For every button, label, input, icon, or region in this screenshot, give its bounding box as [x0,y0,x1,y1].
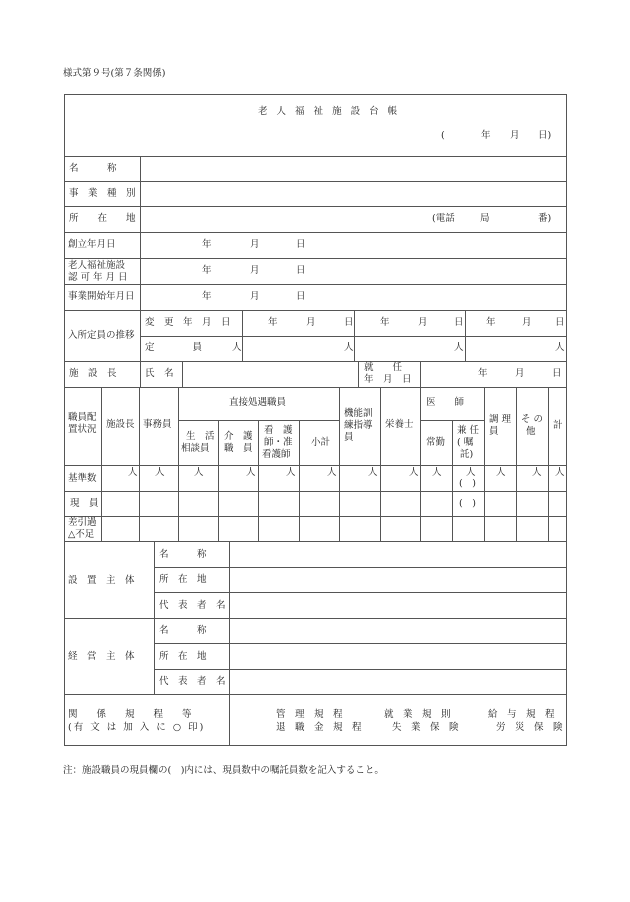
start-month: 月 [250,291,260,302]
rule-management: 管 理 規 程 [276,709,343,720]
date-open: ( [441,130,445,141]
col-doctor: 医 師 [426,397,465,408]
std-person: 人 [327,467,337,478]
row-current: 現 員 [70,498,99,509]
cap3-month: 月 [522,317,532,328]
approval-label-2: 認可年月日 [68,272,131,283]
form-title: 老 人 福 祉 施 設 台 帳 [258,106,401,117]
rule-retirement: 退 職 金 規 程 [276,722,362,733]
date-year: 年 [481,130,491,141]
rule-unemployment: 失 業 保 険 [392,722,459,733]
cap2-day: 日 [454,317,464,328]
row-diff-2: △不足 [68,529,95,540]
start-year: 年 [202,291,212,302]
approval-month: 月 [250,265,260,276]
col-care-2: 職 員 [224,443,253,454]
rule-accident: 労 災 保 険 [496,722,563,733]
operator-label: 経 営 主 体 [68,651,135,662]
phone-number: 番) [538,213,552,224]
col-part-2: ( 嘱 [457,437,474,448]
operator-name-label: 名 称 [159,625,207,636]
name-label: 名 称 [69,163,117,174]
col-care-1: 介 護 [224,431,253,442]
col-nutrition: 栄養士 [385,419,414,430]
std-person: 人 [286,467,296,478]
std-person: 人 [246,467,256,478]
col-nurse-2: 師・准 [264,437,293,448]
founded-day: 日 [296,239,306,250]
col-director: 施設長 [106,419,135,430]
col-other-2: 他 [526,426,536,437]
col-cook-1: 調 理 [489,414,512,425]
founder-location-label: 所 在 地 [159,574,207,585]
capacity-change-label: 変 更 年 月 日 [145,317,231,328]
cap2-year: 年 [380,317,390,328]
col-func-2: 練指導 [344,420,373,431]
std-person: 人 [496,467,506,478]
rules-label-2: (有 文 は 加 入 に ○ 印) [68,722,206,733]
col-cook-2: 員 [489,426,499,437]
footnote: 注：施設職員の現員欄の( )内には、現員数中の嘱託員数を記入すること。 [63,765,384,776]
row-diff-1: 差引過 [68,517,97,528]
cap1-day: 日 [344,317,354,328]
rule-salary: 給 与 規 程 [488,709,555,720]
approval-year: 年 [202,265,212,276]
row-standard: 基準数 [68,473,97,484]
business-start-label: 事業開始年月日 [68,291,135,302]
col-part-3: 託) [460,449,474,460]
director-name-label: 氏 名 [145,368,174,379]
founded-year: 年 [202,239,212,250]
col-direct: 直接処遇職員 [229,397,287,408]
col-other-1: そ の [521,414,544,425]
appoint-month: 月 [515,368,525,379]
std-person: 人 [128,467,138,478]
cap1-month: 月 [306,317,316,328]
start-day: 日 [296,291,306,302]
cap0-person: 人 [232,342,242,353]
rules-label-1: 関 係 規 程 等 [68,709,192,720]
col-life-1: 生 活 [186,431,215,442]
appoint-day: 日 [552,368,562,379]
std-person: 人 [409,467,419,478]
col-part-1: 兼 任 [457,425,480,436]
col-subtotal: 小計 [311,437,331,448]
std-paren: ( ) [459,478,476,489]
founded-month: 月 [250,239,260,250]
std-person: 人 [555,467,565,478]
location-label: 所 在 地 [69,213,136,224]
capacity-label: 入所定員の推移 [68,330,135,341]
appoint-year: 年 [478,368,488,379]
founder-rep-label: 代 表 者 名 [159,600,226,611]
staff-head-1: 職員配 [68,412,97,423]
director-label: 施 設 長 [69,368,117,379]
col-func-3: 員 [344,432,354,443]
cur-paren: ( ) [459,498,476,509]
col-nurse-3: 看護師 [262,449,291,460]
approval-label-1: 老人福祉施設 [68,260,126,271]
col-life-2: 相談員 [181,443,210,454]
rule-work: 就 業 規 則 [384,709,451,720]
date-month: 月 [510,130,520,141]
cap2-person: 人 [454,342,464,353]
col-fulltime: 常勤 [426,437,446,448]
std-person: 人 [432,467,442,478]
std-person: 人 [466,467,476,478]
founder-name-label: 名 称 [159,549,207,560]
operator-rep-label: 代 表 者 名 [159,676,226,687]
std-person: 人 [194,467,204,478]
date-day: 日) [538,130,552,141]
appoint-label-2: 年 月 日 [364,374,412,385]
col-total: 計 [553,420,563,431]
std-person: 人 [532,467,542,478]
phone-station: 局 [480,213,490,224]
cap2-month: 月 [418,317,428,328]
approval-day: 日 [296,265,306,276]
col-func-1: 機能訓 [344,408,373,419]
form-number: 様式第９号(第７条関係) [63,68,166,79]
col-office: 事務員 [143,419,172,430]
cap1-year: 年 [268,317,278,328]
founded-label: 創立年月日 [68,239,116,250]
operator-location-label: 所 在 地 [159,651,207,662]
business-type-label: 事 業 種 別 [69,188,136,199]
col-nurse-1: 看 護 [264,425,293,436]
founder-label: 設 置 主 体 [68,575,135,586]
std-person: 人 [368,467,378,478]
std-person: 人 [155,467,165,478]
capacity-fixed-label: 定 員 [145,342,203,353]
phone-open: (電話 [432,213,455,224]
cap3-day: 日 [555,317,565,328]
appoint-label-1: 就 任 [364,362,403,373]
staff-head-2: 置状況 [68,424,97,435]
cap3-person: 人 [555,342,565,353]
cap3-year: 年 [486,317,496,328]
cap1-person: 人 [344,342,354,353]
